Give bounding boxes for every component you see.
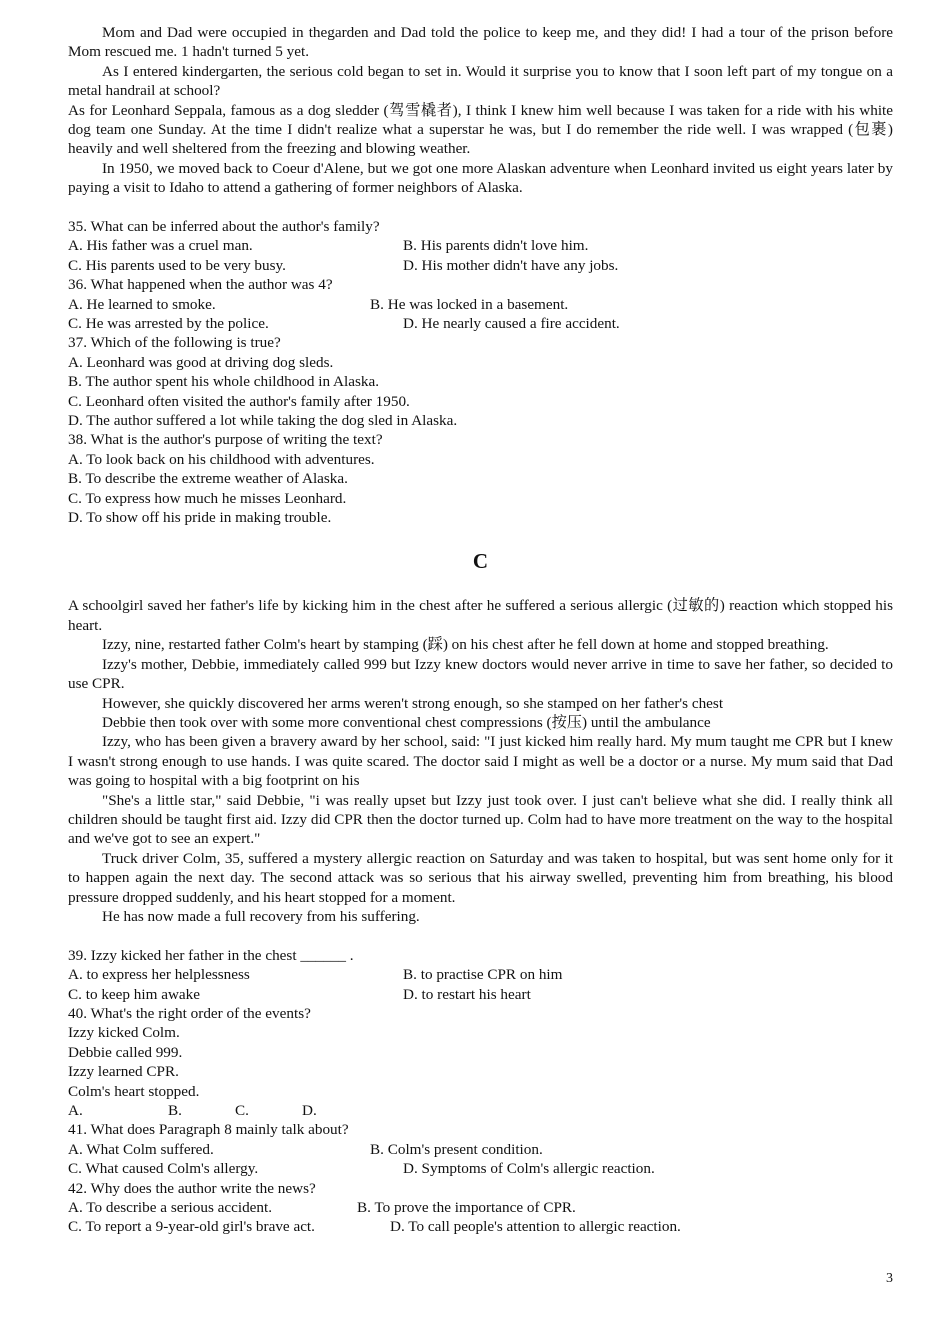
option: D. to restart his heart (403, 985, 531, 1003)
question-40-options (68, 1101, 893, 1120)
question-38-stem: 38. What is the author's purpose of writing the text? (68, 431, 383, 449)
passage-c-paragraph: He has now made a full recovery from his suffering. (102, 907, 420, 925)
question-35-stem: 35. What can be inferred about the author's family? (68, 218, 380, 236)
passage-c-paragraph: Izzy's mother, Debbie, immediately called 999 but Izzy knew doctors would never arrive in time to save her father, so decided to use CPR. (68, 655, 893, 693)
option: C. He was arrested by the police. (68, 315, 269, 333)
option: A. What Colm suffered. (68, 1140, 214, 1158)
option: B. His parents didn't love him. (403, 237, 589, 255)
option: A. His father was a cruel man. (68, 237, 253, 255)
option: D. To call people's attention to allergic reaction. (390, 1218, 681, 1236)
option: D. To show off his pride in making trouble. (68, 509, 332, 527)
option: C. (235, 1102, 249, 1119)
question-42-options-cd (68, 1217, 893, 1236)
option: A. (68, 1102, 83, 1119)
option: D. (302, 1102, 317, 1119)
document-page (68, 23, 893, 1237)
option: A. Leonhard was good at driving dog sleds. (68, 353, 334, 371)
passage-c-paragraph: Izzy, who has been given a bravery award by her school, said: "I just kicked him really hard. My mum taught me CPR but I knew I wasn't strong enough to use hands. I was quite scared. The doctor said I might as well be a doctor or a nurse. My mum said that Dad was going to hospital with a big footprint on his (68, 733, 893, 790)
option: D. Symptoms of Colm's allergic reaction. (403, 1160, 655, 1178)
passage-b-paragraph: Mom and Dad were occupied in thegarden and Dad told the police to keep me, and they did! I had a tour of the prison before Mom rescued me. 1 hadn't turned 5 yet. (68, 24, 893, 61)
option: B. To prove the importance of CPR. (357, 1198, 576, 1216)
question-40-stem: 40. What's the right order of the events? (68, 1004, 311, 1022)
event-item: Izzy learned CPR. (68, 1063, 179, 1081)
passage-b-paragraph: As for Leonhard Seppala, famous as a dog sledder (驾雪橇者), I think I knew him well because I was taken for a ride with his white dog team one Sunday. At the time I didn't realize what a superstar he was, but I do remember the ride well. I was wrapped (包裹) heavily and well sheltered from the freezing and blowing weather. (68, 101, 893, 158)
question-35-options-ab (68, 236, 893, 255)
question-41-options-cd (68, 1159, 893, 1178)
passage-b-paragraph: As I entered kindergarten, the serious cold began to set in. Would it surprise you to know that I soon left part of my tongue on a metal handrail at school? (68, 62, 893, 100)
section-heading: C (472, 549, 489, 574)
option: C. To express how much he misses Leonhard. (68, 489, 347, 507)
option: A. to express her helplessness (68, 966, 250, 984)
option: A. He learned to smoke. (68, 295, 216, 313)
question-42-stem: 42. Why does the author write the news? (68, 1179, 316, 1197)
option: B. Colm's present condition. (370, 1140, 543, 1158)
option: D. He nearly caused a fire accident. (403, 315, 620, 333)
option: B. He was locked in a basement. (370, 295, 569, 313)
event-item: Colm's heart stopped. (68, 1082, 200, 1100)
passage-c-paragraph: Izzy, nine, restarted father Colm's heart by stamping (踩) on his chest after he fell down at home and stopped breathing. (102, 636, 829, 654)
question-36-options-cd (68, 314, 893, 333)
question-39-stem: 39. Izzy kicked her father in the chest ______ . (68, 946, 354, 964)
option: C. What caused Colm's allergy. (68, 1160, 259, 1178)
question-41-stem: 41. What does Paragraph 8 mainly talk about? (68, 1121, 349, 1139)
question-42-options-ab (68, 1198, 893, 1217)
page-number: 3 (886, 1271, 893, 1286)
option: A. To look back on his childhood with adventures. (68, 450, 375, 468)
question-37-stem: 37. Which of the following is true? (68, 334, 281, 352)
option: B. to practise CPR on him (403, 966, 563, 984)
question-41-options-ab (68, 1140, 893, 1159)
option: B. To describe the extreme weather of Alaska. (68, 470, 348, 488)
option: B. (168, 1102, 182, 1119)
passage-c-paragraph: "She's a little star," said Debbie, "i was really upset but Izzy just took over. I just can't believe what she did. I really think all children should be taught first aid. Izzy did CPR then the doctor turned up. Colm had to have more treatment on the way to the hospital and we've got to see an expert." (68, 791, 893, 848)
passage-b-paragraph: In 1950, we moved back to Coeur d'Alene, but we got one more Alaskan adventure when Leonhard invited us eight years later by paying a visit to Idaho to attend a gathering of former neighbors of Alaska. (68, 159, 893, 197)
option: C. to keep him awake (68, 985, 201, 1003)
option: D. The author suffered a lot while taking the dog sled in Alaska. (68, 412, 458, 430)
event-item: Izzy kicked Colm. (68, 1024, 180, 1042)
option: C. Leonhard often visited the author's family after 1950. (68, 392, 410, 410)
passage-c-paragraph: Debbie then took over with some more conventional chest compressions (按压) until the ambulance (102, 713, 711, 731)
passage-c-paragraph: Truck driver Colm, 35, suffered a mystery allergic reaction on Saturday and was taken to hospital, but was sent home only for it to happen again the next day. The second attack was so serious that his airway swelled, preventing him from breathing, his blood pressure dropped suddenly, and his heart stopped for a moment. (68, 849, 893, 906)
question-35-options-cd (68, 256, 893, 275)
event-item: Debbie called 999. (68, 1043, 183, 1061)
question-39-options-ab (68, 965, 893, 984)
question-39-options-cd (68, 985, 893, 1004)
question-36-options-ab (68, 295, 893, 314)
option: B. The author spent his whole childhood in Alaska. (68, 373, 380, 391)
passage-c-paragraph: However, she quickly discovered her arms weren't strong enough, so she stamped on her father's chest (102, 694, 724, 712)
question-36-stem: 36. What happened when the author was 4? (68, 276, 333, 294)
option: D. His mother didn't have any jobs. (403, 256, 619, 274)
option: C. His parents used to be very busy. (68, 256, 286, 274)
option: C. To report a 9-year-old girl's brave act. (68, 1218, 315, 1236)
passage-c-paragraph: A schoolgirl saved her father's life by kicking him in the chest after he suffered a serious allergic (过敏的) reaction which stopped his heart. (68, 597, 893, 634)
option: A. To describe a serious accident. (68, 1198, 273, 1216)
